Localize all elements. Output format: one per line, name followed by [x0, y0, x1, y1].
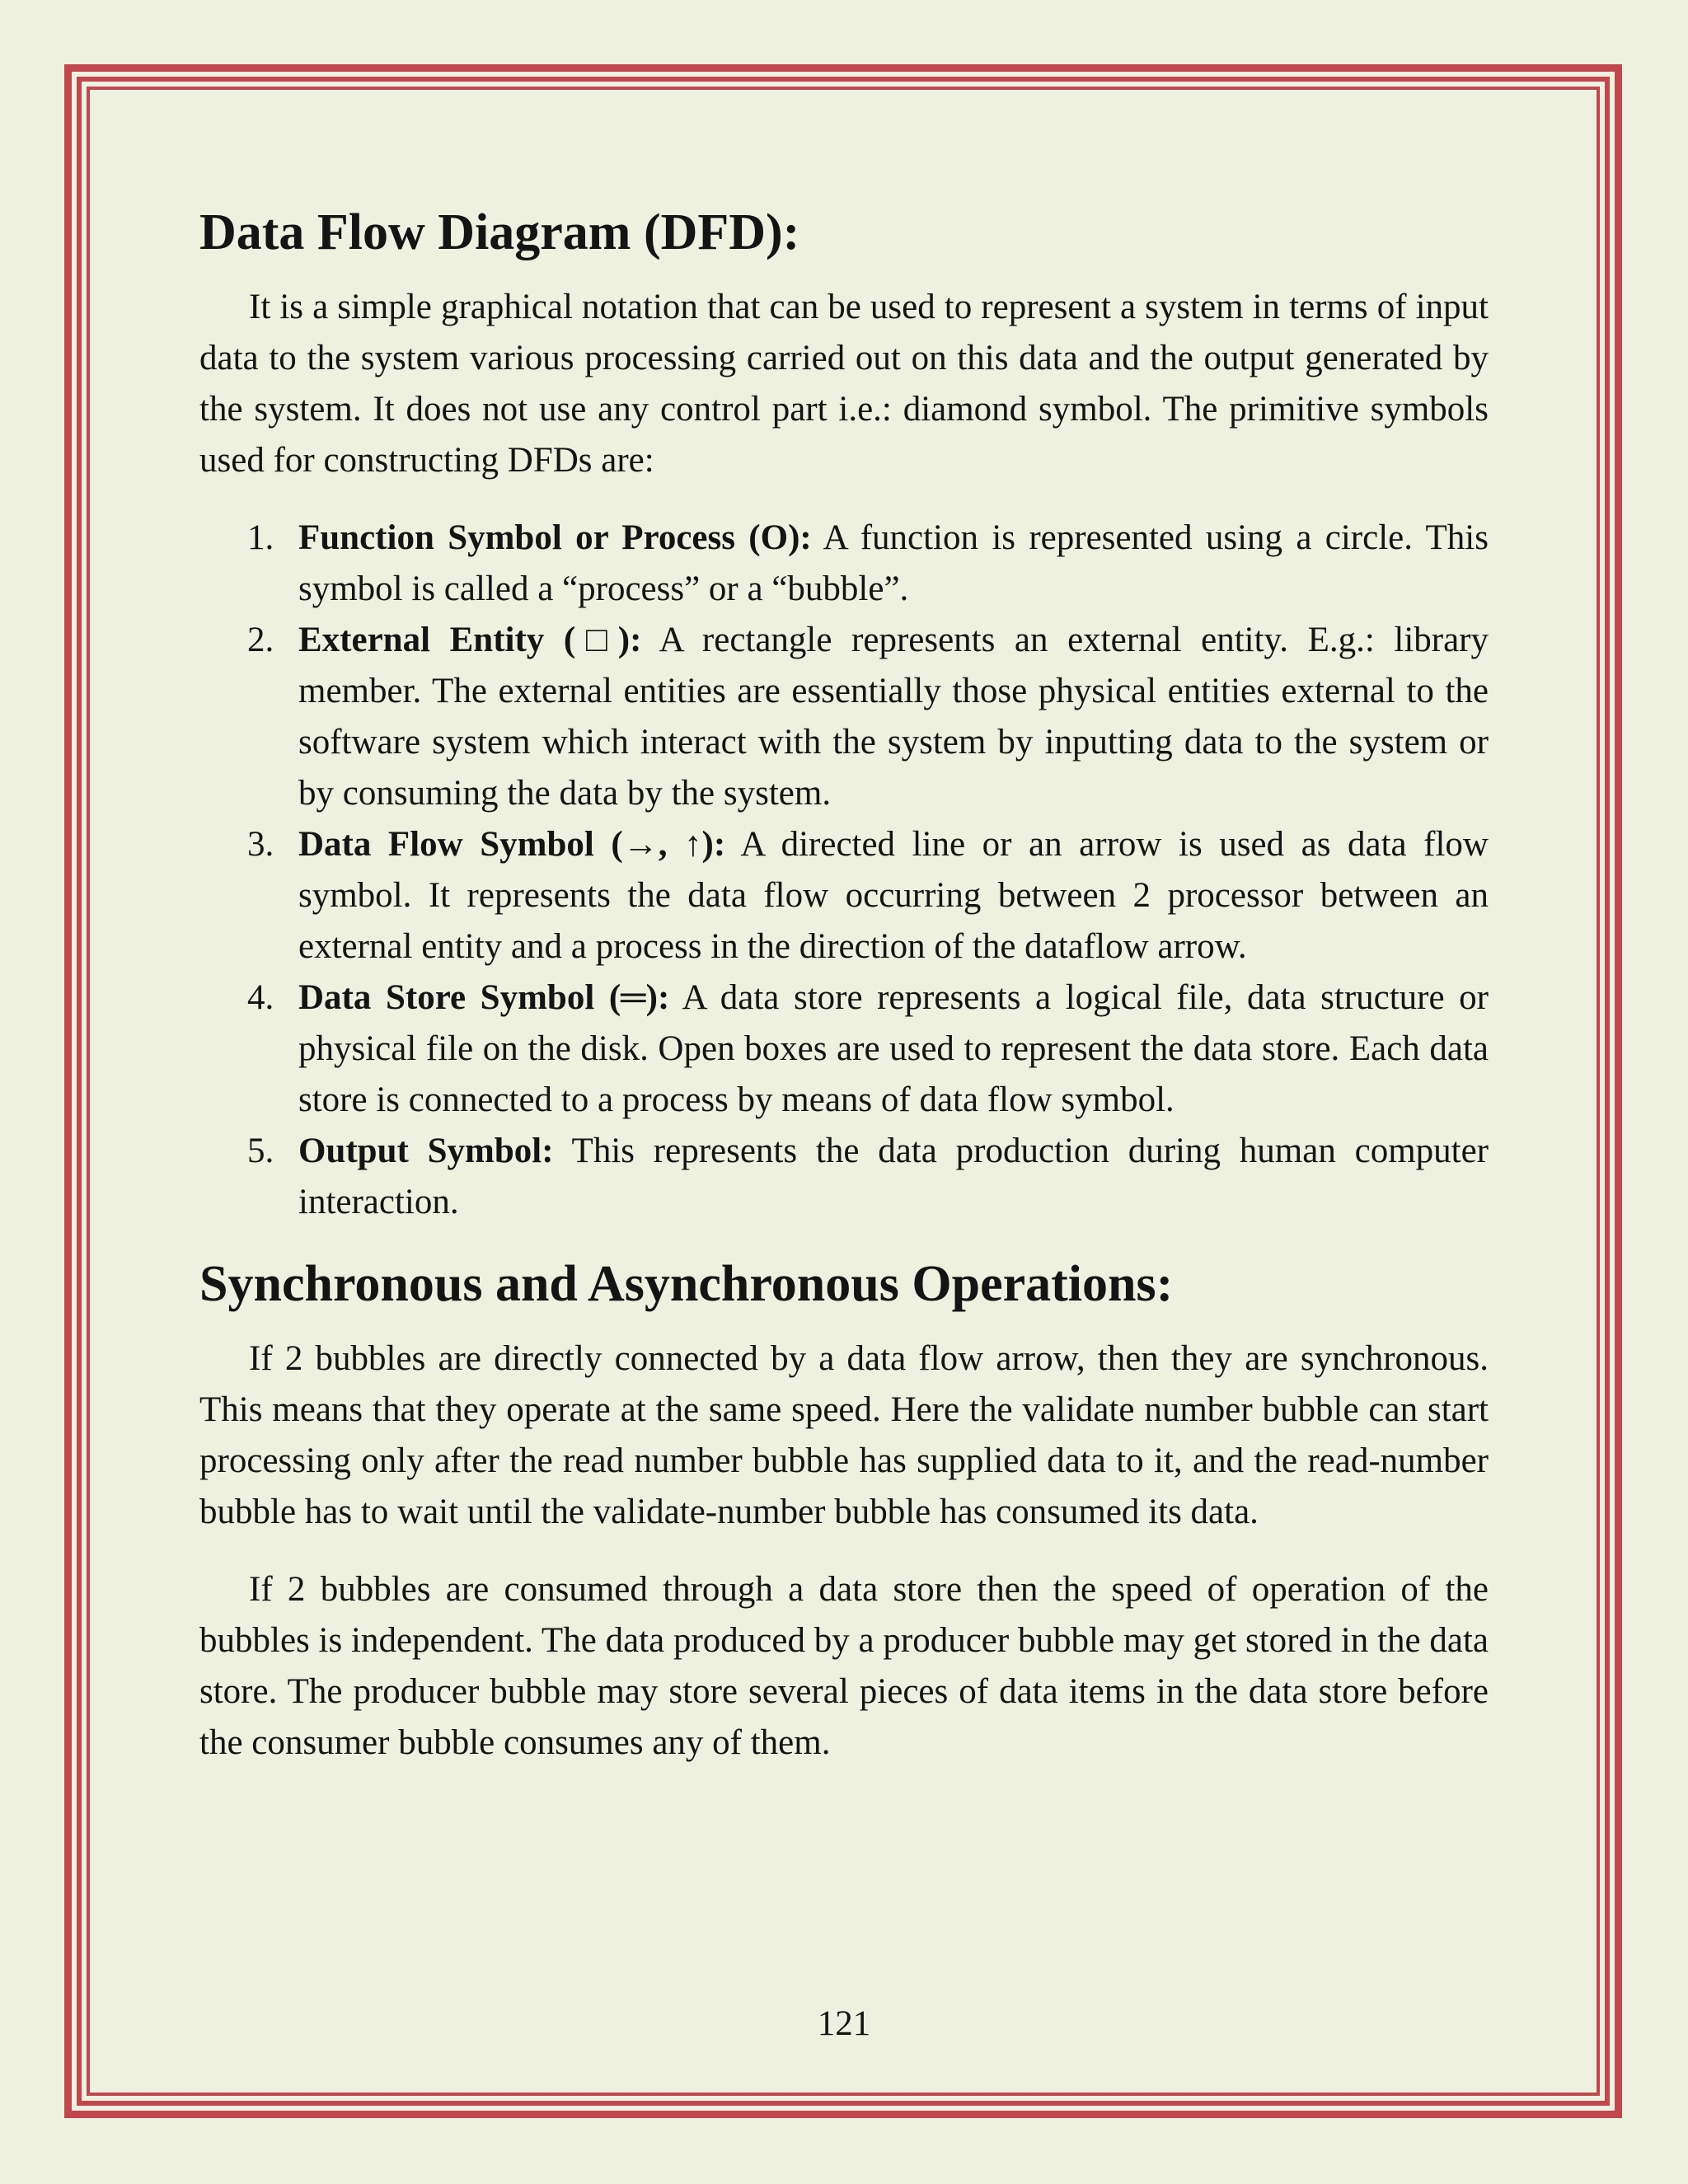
- dfd-symbols-list: [199, 513, 1489, 1228]
- list-item-term: Function Symbol or Process (O):: [298, 518, 812, 557]
- list-item-term: External Entity (□):: [298, 621, 642, 659]
- list-item-text: A rectangle represents an external entity. E.g.: library member. The external entities are essentially those physical entities external to the software system which interact with the system by inputting data to the system or by consuming the data by the system.: [298, 621, 1489, 813]
- page-content: [199, 199, 1489, 1769]
- list-item-text: A data store represents a logical file, data structure or physical file on the disk. Open boxes are used to represent the data store. Each data store is connected to a process by means of data flow symbol.: [298, 978, 1489, 1119]
- list-item-number: 3.: [247, 825, 274, 864]
- list-item: [199, 972, 1489, 1126]
- list-item: [199, 819, 1489, 972]
- list-item-number: 2.: [247, 621, 274, 659]
- dfd-intro-paragraph: It is a simple graphical notation that can be used to represent a system in terms of input data to the system various processing carried out on this data and the output generated by the system. It does not use any control part i.e.: diamond symbol. The primitive symbols used for constructing DFDs are:: [199, 288, 1489, 480]
- list-item: [199, 1126, 1489, 1228]
- list-item-term: Data Flow Symbol (→, ↑):: [298, 825, 726, 864]
- list-item-number: 1.: [247, 518, 274, 557]
- synchronous-paragraph: If 2 bubbles are directly connected by a data flow arrow, then they are synchronous. This means that they operate at the same speed. Here the validate number bubble can start processing only after the read number bubble has supplied data to it, and the read-number bubble has to wait until the validate-number bubble has consumed its data.: [199, 1339, 1489, 1531]
- list-item-term: Output Symbol:: [298, 1132, 554, 1170]
- list-item-text: A directed line or an arrow is used as data flow symbol. It represents the data flow occurring between 2 processor between an external entity and a process in the direction of the dataflow arrow.: [298, 825, 1489, 966]
- list-item-text: This represents the data production during human computer interaction.: [298, 1132, 1489, 1221]
- list-item-number: 5.: [247, 1132, 274, 1170]
- list-item-text: A function is represented using a circle. This symbol is called a “process” or a “bubble”.: [298, 518, 1489, 608]
- list-item-number: 4.: [247, 978, 274, 1017]
- asynchronous-paragraph: If 2 bubbles are consumed through a data store then the speed of operation of the bubbles is independent. The data produced by a producer bubble may get stored in the data store. The producer bubble may store several pieces of data items in the data store before the consumer bubble consumes any of them.: [199, 1570, 1489, 1762]
- sync-async-heading: Synchronous and Asynchronous Operations:: [199, 1256, 1174, 1312]
- list-item: [199, 513, 1489, 615]
- dfd-heading: Data Flow Diagram (DFD):: [199, 204, 800, 260]
- page-number: 121: [817, 2004, 871, 2043]
- list-item-term: Data Store Symbol (═):: [298, 978, 670, 1017]
- list-item: [199, 615, 1489, 819]
